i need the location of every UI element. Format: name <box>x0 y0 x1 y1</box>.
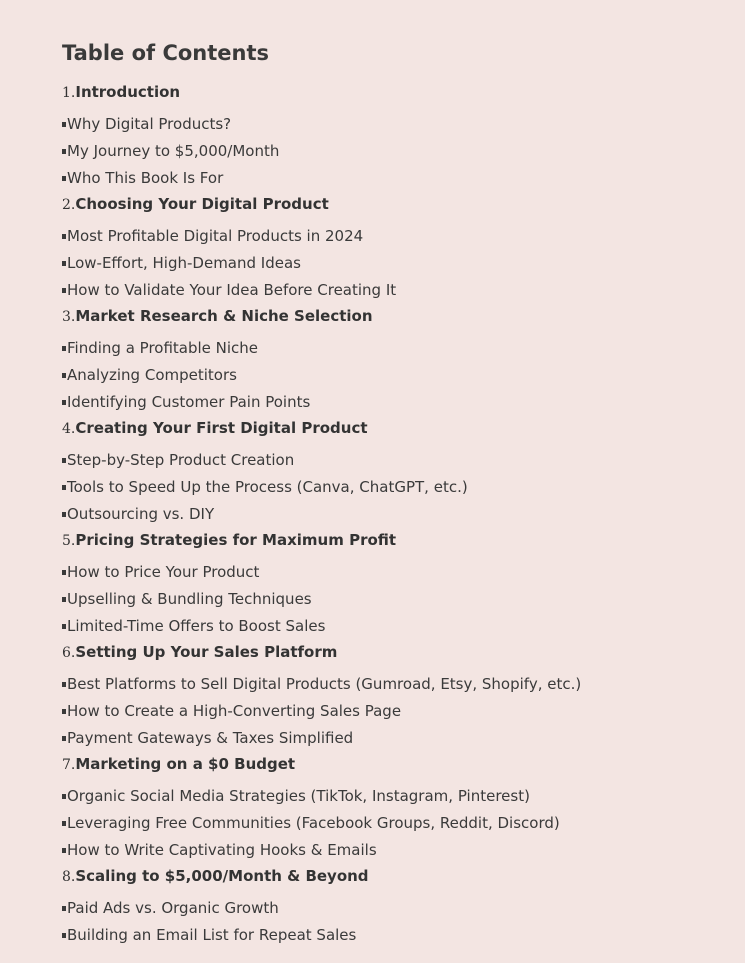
chapter-heading[interactable] <box>62 752 732 775</box>
toc-item[interactable] <box>62 447 732 474</box>
toc-item[interactable] <box>62 250 732 277</box>
toc-item-label: How to Write Captivating Hooks & Emails <box>67 841 377 859</box>
toc-item-label: Limited-Time Offers to Boost Sales <box>67 617 326 635</box>
toc-item[interactable] <box>62 335 732 362</box>
toc-item-label: Building an Email List for Repeat Sales <box>67 926 357 944</box>
chapter-number: 4. <box>62 421 76 437</box>
toc-item[interactable] <box>62 810 732 837</box>
toc-item-label: Why Digital Products? <box>67 115 232 133</box>
bullet-icon <box>62 485 66 490</box>
chapter-number: 7. <box>62 757 76 773</box>
toc-item-label: Tools to Speed Up the Process (Canva, ChatGPT, etc.) <box>67 478 468 496</box>
chapter-number: 2. <box>62 197 76 213</box>
toc-item[interactable] <box>62 783 732 810</box>
toc-item[interactable] <box>62 111 732 138</box>
toc-item-label: How to Validate Your Idea Before Creating It <box>67 281 397 299</box>
toc-item[interactable] <box>62 559 732 586</box>
toc-item[interactable] <box>62 223 732 250</box>
page-title: Table of Contents <box>62 41 270 65</box>
toc-item[interactable] <box>62 389 732 416</box>
toc-list <box>62 80 732 949</box>
toc-item-label: Identifying Customer Pain Points <box>67 393 311 411</box>
toc-item-label: Best Platforms to Sell Digital Products (Gumroad, Etsy, Shopify, etc.) <box>67 675 582 693</box>
bullet-icon <box>62 176 66 181</box>
toc-item[interactable] <box>62 362 732 389</box>
chapter-heading[interactable] <box>62 80 732 103</box>
chapter-heading[interactable] <box>62 416 732 439</box>
toc-item[interactable] <box>62 895 732 922</box>
bullet-icon <box>62 906 66 911</box>
bullet-icon <box>62 709 66 714</box>
chapter-title: Introduction <box>75 83 181 101</box>
toc-item[interactable] <box>62 165 732 192</box>
toc-item[interactable] <box>62 725 732 752</box>
chapter-number: 8. <box>62 869 76 885</box>
bullet-icon <box>62 933 66 938</box>
bullet-icon <box>62 373 66 378</box>
toc-item[interactable] <box>62 671 732 698</box>
chapter-title: Market Research & Niche Selection <box>75 307 373 325</box>
toc-item-label: Low-Effort, High-Demand Ideas <box>67 254 301 272</box>
bullet-icon <box>62 848 66 853</box>
bullet-icon <box>62 400 66 405</box>
toc-item[interactable] <box>62 613 732 640</box>
bullet-icon <box>62 512 66 517</box>
chapter-title: Setting Up Your Sales Platform <box>75 643 338 661</box>
bullet-icon <box>62 682 66 687</box>
toc-item[interactable] <box>62 501 732 528</box>
bullet-icon <box>62 122 66 127</box>
bullet-icon <box>62 736 66 741</box>
bullet-icon <box>62 794 66 799</box>
toc-item[interactable] <box>62 277 732 304</box>
toc-item[interactable] <box>62 474 732 501</box>
bullet-icon <box>62 288 66 293</box>
toc-item-label: Analyzing Competitors <box>67 366 237 384</box>
toc-item-label: Leveraging Free Communities (Facebook Groups, Reddit, Discord) <box>67 814 560 832</box>
toc-item-label: Payment Gateways & Taxes Simplified <box>67 729 354 747</box>
toc-item[interactable] <box>62 922 732 949</box>
toc-item-label: Paid Ads vs. Organic Growth <box>67 899 279 917</box>
bullet-icon <box>62 149 66 154</box>
toc-item-label: Step-by-Step Product Creation <box>67 451 295 469</box>
toc-item-label: Who This Book Is For <box>67 169 224 187</box>
toc-item[interactable] <box>62 586 732 613</box>
bullet-icon <box>62 597 66 602</box>
chapter-title: Marketing on a $0 Budget <box>75 755 296 773</box>
toc-item-label: Most Profitable Digital Products in 2024 <box>67 227 364 245</box>
bullet-icon <box>62 570 66 575</box>
toc-item-label: Outsourcing vs. DIY <box>67 505 215 523</box>
bullet-icon <box>62 346 66 351</box>
toc-item-label: My Journey to $5,000/Month <box>67 142 280 160</box>
toc-item[interactable] <box>62 138 732 165</box>
chapter-heading[interactable] <box>62 528 732 551</box>
chapter-heading[interactable] <box>62 640 732 663</box>
toc-item[interactable] <box>62 837 732 864</box>
toc-item-label: Finding a Profitable Niche <box>67 339 259 357</box>
toc-item-label: How to Price Your Product <box>67 563 260 581</box>
chapter-heading[interactable] <box>62 192 732 215</box>
chapter-title: Pricing Strategies for Maximum Profit <box>75 531 397 549</box>
bullet-icon <box>62 458 66 463</box>
chapter-number: 5. <box>62 533 76 549</box>
chapter-heading[interactable] <box>62 304 732 327</box>
chapter-number: 3. <box>62 309 76 325</box>
bullet-icon <box>62 624 66 629</box>
chapter-heading[interactable] <box>62 864 732 887</box>
chapter-title: Creating Your First Digital Product <box>75 419 368 437</box>
bullet-icon <box>62 234 66 239</box>
toc-item-label: How to Create a High-Converting Sales Page <box>67 702 402 720</box>
bullet-icon <box>62 821 66 826</box>
chapter-number: 1. <box>62 85 76 101</box>
chapter-title: Choosing Your Digital Product <box>75 195 329 213</box>
toc-item-label: Organic Social Media Strategies (TikTok, Instagram, Pinterest) <box>67 787 530 805</box>
toc-item-label: Upselling & Bundling Techniques <box>67 590 312 608</box>
bullet-icon <box>62 261 66 266</box>
chapter-title: Scaling to $5,000/Month & Beyond <box>75 867 369 885</box>
chapter-number: 6. <box>62 645 76 661</box>
toc-item[interactable] <box>62 698 732 725</box>
